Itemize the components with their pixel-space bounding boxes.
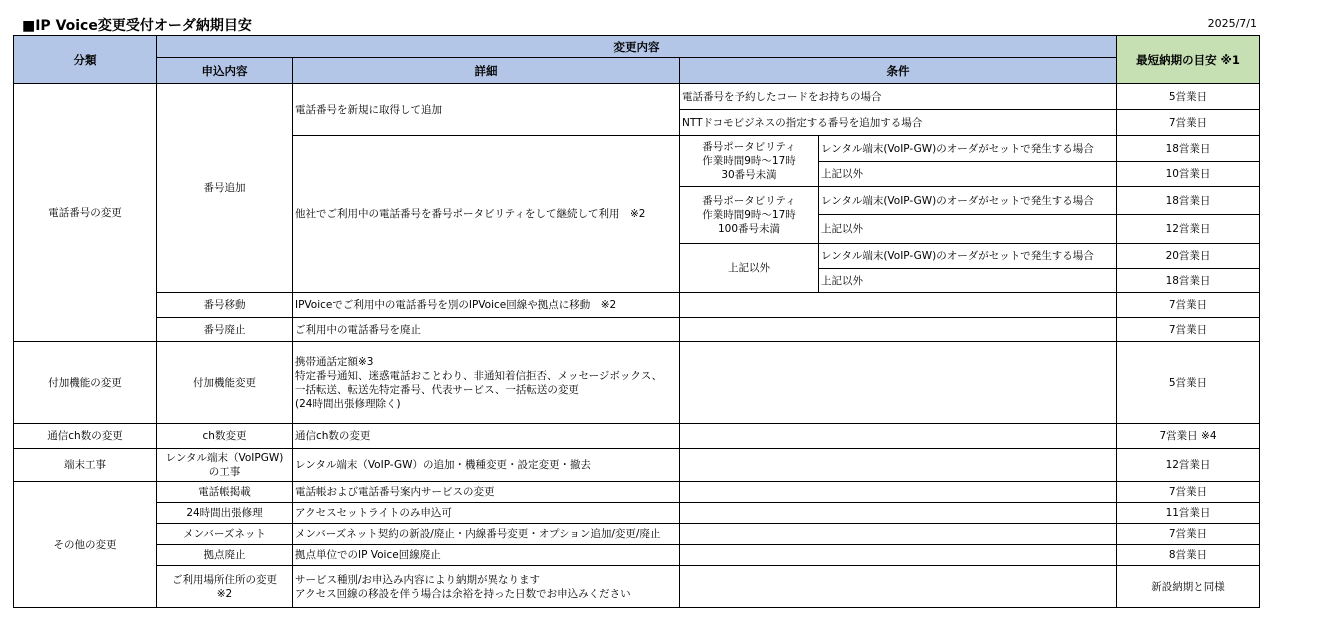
deadline-tanmatsu: 12営業日 <box>1117 449 1260 482</box>
deadline-kyoten: 8営業日 <box>1117 545 1260 566</box>
deadline-port100-b: 12営業日 <box>1117 215 1260 244</box>
table-row <box>14 566 1260 608</box>
table-row <box>14 524 1260 545</box>
detail-members: メンバーズネット契約の新設/廃止・内線番号変更・オプション追加/変更/廃止 <box>293 524 680 545</box>
date-label: 2025/7/1 <box>1207 17 1257 30</box>
condition-empty <box>680 293 1117 318</box>
header-joken: 条件 <box>680 58 1117 84</box>
condition-empty <box>680 545 1117 566</box>
detail-jusho: サービス種別/お申込み内容により納期が異なります アクセス回線の移設を伴う場合は余裕を持った日数でお申込みください <box>293 566 680 608</box>
condition-other-b: 上記以外 <box>819 215 1117 244</box>
detail-fuka: 携帯通話定額※3 特定番号通知、迷惑電話おことわり、非通知着信拒否、メッセージボックス、 一括転送、転送先特定番号、代表サービス、一括転送の変更 (24時間出張修理除く) <box>293 342 680 424</box>
app-kyoten: 拠点廃止 <box>157 545 293 566</box>
table-row <box>14 545 1260 566</box>
deadline-port30-b: 10営業日 <box>1117 162 1260 187</box>
condition-rental-b: レンタル端末(VoIP-GW)のオーダがセットで発生する場合 <box>819 187 1117 215</box>
app-24h: 24時間出張修理 <box>157 503 293 524</box>
header-row-2 <box>14 58 1260 84</box>
detail-port: 他社でご利用中の電話番号を番号ポータビリティをして継続して利用 ※2 <box>293 136 680 293</box>
detail-ch: 通信ch数の変更 <box>293 424 680 449</box>
table-row <box>14 449 1260 482</box>
condition-ntt: NTTドコモビジネスの指定する番号を追加する場合 <box>680 110 1117 136</box>
category-tanmatsu: 端末工事 <box>14 449 157 482</box>
deadline-jusho: 新設納期と同様 <box>1117 566 1260 608</box>
condition-empty <box>680 342 1117 424</box>
condition-other-a: 上記以外 <box>819 162 1117 187</box>
condition-empty <box>680 566 1117 608</box>
category-sonota: その他の変更 <box>14 482 157 608</box>
header-row-1 <box>14 36 1260 58</box>
condition-empty <box>680 318 1117 342</box>
deadline-ig-b: 18営業日 <box>1117 269 1260 293</box>
header-shosai: 詳細 <box>293 58 680 84</box>
table-row <box>14 84 1260 110</box>
header-bunrui: 分類 <box>14 36 157 84</box>
condition-empty <box>680 424 1117 449</box>
condition-port30: 番号ポータビリティ 作業時間9時～17時 30番号未満 <box>680 136 819 187</box>
condition-empty <box>680 449 1117 482</box>
deadline-ig-a: 20営業日 <box>1117 244 1260 269</box>
app-denwacho: 電話帳掲載 <box>157 482 293 503</box>
deadline-port30-a: 18営業日 <box>1117 136 1260 162</box>
condition-empty <box>680 482 1117 503</box>
app-bango-tsuika: 番号追加 <box>157 84 293 293</box>
header-saitan: 最短納期の目安 ※1 <box>1117 36 1260 84</box>
deadline-haishi: 7営業日 <box>1117 318 1260 342</box>
category-ch: 通信ch数の変更 <box>14 424 157 449</box>
app-ido: 番号移動 <box>157 293 293 318</box>
condition-empty <box>680 524 1117 545</box>
deadline-yoyaku: 5営業日 <box>1117 84 1260 110</box>
app-members: メンバーズネット <box>157 524 293 545</box>
detail-kyoten: 拠点単位でのIP Voice回線廃止 <box>293 545 680 566</box>
deadline-port100-a: 18営業日 <box>1117 187 1260 215</box>
detail-haishi: ご利用中の電話番号を廃止 <box>293 318 680 342</box>
deadline-ch: 7営業日 ※4 <box>1117 424 1260 449</box>
deadline-members: 7営業日 <box>1117 524 1260 545</box>
category-denwa: 電話番号の変更 <box>14 84 157 342</box>
app-tanmatsu: レンタル端末（VoIPGW) の工事 <box>157 449 293 482</box>
detail-24h: アクセスセットライトのみ申込可 <box>293 503 680 524</box>
page-title: ■IP Voice変更受付オーダ納期目安 <box>22 18 252 34</box>
delivery-table <box>13 35 1260 608</box>
detail-shinki: 電話番号を新規に取得して追加 <box>293 84 680 136</box>
table-row <box>14 503 1260 524</box>
table-row <box>14 293 1260 318</box>
condition-rental-c: レンタル端末(VoIP-GW)のオーダがセットで発生する場合 <box>819 244 1117 269</box>
deadline-ido: 7営業日 <box>1117 293 1260 318</box>
app-fuka: 付加機能変更 <box>157 342 293 424</box>
app-jusho: ご利用場所住所の変更 ※2 <box>157 566 293 608</box>
header-moshikomi: 申込内容 <box>157 58 293 84</box>
deadline-24h: 11営業日 <box>1117 503 1260 524</box>
detail-ido: IPVoiceでご利用中の電話番号を別のIPVoice回線や拠点に移動 ※2 <box>293 293 680 318</box>
deadline-fuka: 5営業日 <box>1117 342 1260 424</box>
deadline-denwacho: 7営業日 <box>1117 482 1260 503</box>
condition-rental-a: レンタル端末(VoIP-GW)のオーダがセットで発生する場合 <box>819 136 1117 162</box>
deadline-ntt: 7営業日 <box>1117 110 1260 136</box>
app-ch: ch数変更 <box>157 424 293 449</box>
detail-tanmatsu: レンタル端末（VoIP-GW）の追加・機種変更・設定変更・撤去 <box>293 449 680 482</box>
detail-denwacho: 電話帳および電話番号案内サービスの変更 <box>293 482 680 503</box>
app-haishi: 番号廃止 <box>157 318 293 342</box>
table-row <box>14 482 1260 503</box>
condition-jokiigai: 上記以外 <box>680 244 819 293</box>
header-henko-naiyo: 変更内容 <box>157 36 1117 58</box>
table-row <box>14 424 1260 449</box>
table-row <box>14 318 1260 342</box>
condition-yoyaku: 電話番号を予約したコードをお持ちの場合 <box>680 84 1117 110</box>
condition-other-c: 上記以外 <box>819 269 1117 293</box>
table-row <box>14 342 1260 424</box>
condition-port100: 番号ポータビリティ 作業時間9時～17時 100番号未満 <box>680 187 819 244</box>
condition-empty <box>680 503 1117 524</box>
category-fuka: 付加機能の変更 <box>14 342 157 424</box>
